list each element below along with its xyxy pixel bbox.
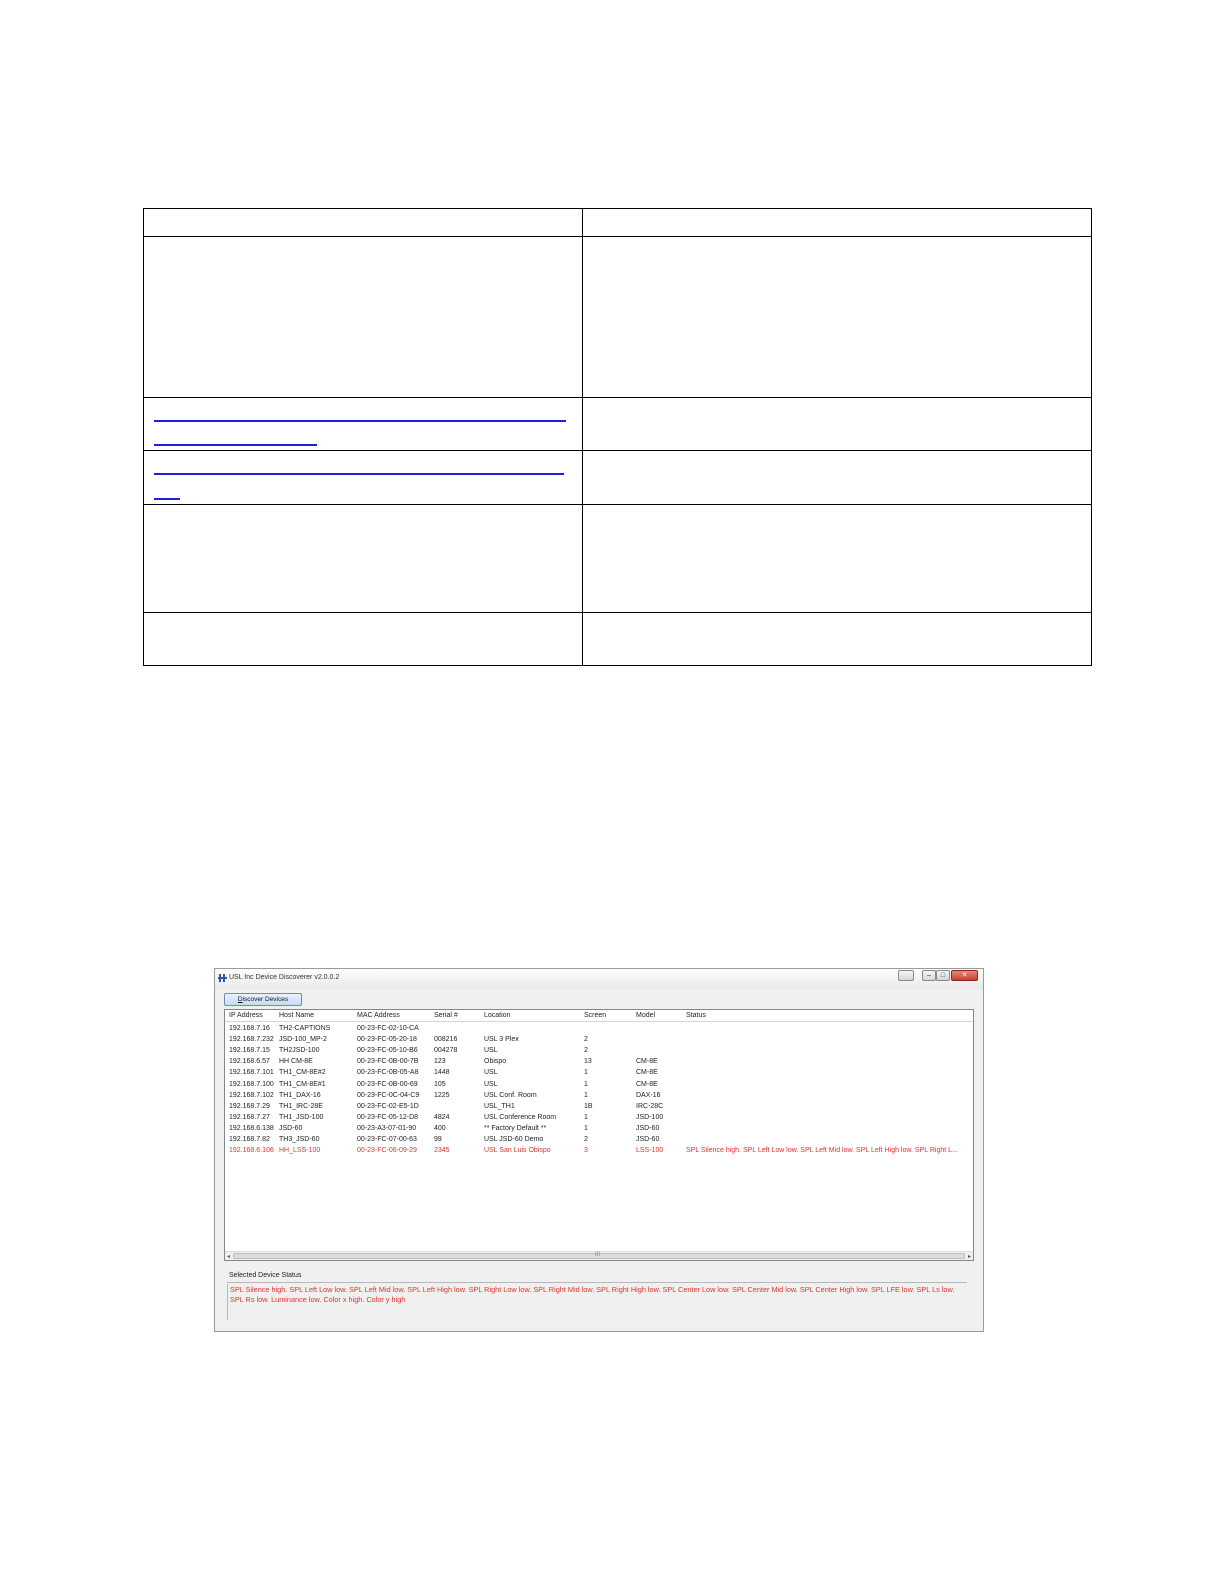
cell-model: CM-8E xyxy=(636,1058,658,1066)
horizontal-scrollbar[interactable] xyxy=(225,1251,973,1260)
cell-model: IRC-28C xyxy=(636,1102,664,1110)
cell-ip: 192.168.7.82 xyxy=(229,1136,270,1143)
column-divider xyxy=(582,209,583,665)
column-header-serial[interactable]: Serial # xyxy=(434,1012,458,1019)
cell-serial: 004278 xyxy=(434,1047,458,1055)
cell-serial: 1448 xyxy=(434,1069,450,1077)
cell-host-name: TH1_DAX-16 xyxy=(279,1091,321,1099)
cell-model: JSD-60 xyxy=(636,1124,660,1132)
help-button[interactable] xyxy=(898,970,914,981)
cell-model: CM-8E xyxy=(636,1080,658,1088)
hyperlink-underline[interactable] xyxy=(154,498,180,500)
cell-screen: 13 xyxy=(584,1058,592,1066)
cell-mac-address: 00-23-FC-07-00-63 xyxy=(357,1136,417,1143)
cell-location: ** Factory Default ** xyxy=(484,1124,547,1132)
device-list[interactable] xyxy=(224,1009,974,1261)
cell-mac-address: 00-23-FC-05-12-D8 xyxy=(357,1113,419,1121)
cell-ip: 192.168.6.106 xyxy=(229,1147,274,1155)
cell-location: USL xyxy=(484,1047,498,1055)
cell-ip: 192.168.7.27 xyxy=(229,1113,270,1121)
cell-mac-address: 00-23-FC-0B-05-A8 xyxy=(357,1069,419,1077)
cell-host-name: JSD-60 xyxy=(279,1124,303,1132)
hyperlink-underline[interactable] xyxy=(154,473,564,475)
table-row-link-2 xyxy=(144,451,1091,505)
cell-host-name: JSD-100_MP-2 xyxy=(279,1036,327,1044)
scroll-right-icon[interactable]: ▸ xyxy=(967,1254,971,1260)
cell-ip: 192.168.6.57 xyxy=(229,1058,270,1066)
document-table xyxy=(143,208,1092,666)
cell-screen: 2 xyxy=(584,1047,588,1055)
cell-ip: 192.168.7.16 xyxy=(229,1025,270,1032)
app-logo-icon xyxy=(218,973,227,983)
column-header-screen[interactable]: Screen xyxy=(584,1012,607,1019)
cell-location: USL Conference Room xyxy=(484,1113,557,1121)
cell-screen: 1 xyxy=(584,1113,588,1121)
column-header-status[interactable]: Status xyxy=(686,1012,706,1019)
cell-model: LSS-100 xyxy=(636,1147,664,1155)
column-header-mac[interactable]: MAC Address xyxy=(357,1012,400,1019)
cell-location: USL_TH1 xyxy=(484,1102,515,1110)
cell-mac-address: 00-23-A3-07-01-90 xyxy=(357,1124,417,1132)
table-row[interactable] xyxy=(225,1146,973,1157)
cell-host-name: TH3_JSD-60 xyxy=(279,1136,320,1143)
table-row xyxy=(144,505,1091,613)
cell-model: DAX-16 xyxy=(636,1091,661,1099)
cell-ip: 192.168.7.101 xyxy=(229,1069,274,1077)
table-row[interactable] xyxy=(225,1102,973,1113)
cell-screen: 1 xyxy=(584,1069,588,1077)
selected-device-status-label: Selected Device Status xyxy=(229,1272,302,1279)
scroll-grip-icon: III xyxy=(595,1252,601,1258)
cell-serial: 105 xyxy=(434,1080,446,1088)
table-row[interactable] xyxy=(225,1035,973,1046)
table-row[interactable] xyxy=(225,1046,973,1057)
cell-mac-address: 00-23-FC-02-E5-1D xyxy=(357,1102,419,1110)
cell-ip: 192.168.7.100 xyxy=(229,1080,274,1088)
cell-ip: 192.168.7.29 xyxy=(229,1102,270,1110)
cell-screen: 1 xyxy=(584,1124,588,1132)
cell-location: USL San Luis Obispo xyxy=(484,1147,551,1155)
cell-host-name: HH CM-8E xyxy=(279,1058,313,1066)
cell-host-name: TH1_IRC-28E xyxy=(279,1102,323,1110)
cell-serial: 2345 xyxy=(434,1147,450,1155)
cell-location: USL 3 Plex xyxy=(484,1036,519,1044)
close-button[interactable]: ✕ xyxy=(951,970,978,981)
table-row[interactable] xyxy=(225,1135,973,1146)
column-header-model[interactable]: Model xyxy=(636,1012,656,1019)
table-row xyxy=(144,237,1091,398)
cell-screen: 2 xyxy=(584,1136,588,1143)
table-row[interactable] xyxy=(225,1068,973,1079)
status-divider xyxy=(227,1282,967,1283)
discover-devices-button[interactable]: Discover Devices xyxy=(224,993,302,1006)
cell-screen: 1B xyxy=(584,1102,593,1110)
table-row[interactable] xyxy=(225,1113,973,1124)
cell-ip: 192.168.7.232 xyxy=(229,1036,274,1044)
cell-host-name: TH2-CAPTIONS xyxy=(279,1025,331,1032)
table-row[interactable] xyxy=(225,1091,973,1102)
cell-model: CM-8E xyxy=(636,1069,658,1077)
column-header-ip[interactable]: IP Address xyxy=(229,1012,263,1019)
cell-serial: 1225 xyxy=(434,1091,450,1099)
scroll-left-icon[interactable]: ◂ xyxy=(227,1254,231,1260)
cell-model: JSD-100 xyxy=(636,1113,664,1121)
cell-mac-address: 00-23-FC-05-20-18 xyxy=(357,1036,417,1044)
table-row[interactable] xyxy=(225,1057,973,1068)
cell-screen: 3 xyxy=(584,1147,588,1155)
cell-status: SPL Silence high. SPL Left Low low. SPL Left Mid low. SPL Left High low. SPL Right L... xyxy=(686,1147,958,1155)
table-row[interactable] xyxy=(225,1080,973,1091)
hyperlink-underline[interactable] xyxy=(154,444,317,446)
selected-device-status-text: SPL Silence high. SPL Left Low low. SPL Left Mid low. SPL Left High low. SPL Right Low low. SPL Right Mid low. SPL Right High low. SPL Center Low low. SPL Center Mid low. SPL Center High low. SPL LFE low. SPL Ls low. SPL Rs low. Luminance low. Color x high. Color y high xyxy=(227,1284,969,1320)
maximize-button[interactable]: □ xyxy=(936,970,950,981)
cell-ip: 192.168.7.102 xyxy=(229,1091,274,1099)
cell-location: USL JSD-60 Demo xyxy=(484,1136,544,1143)
window-title: USL Inc Device Discoverer v2.0.0.2 xyxy=(229,974,340,981)
hyperlink-underline[interactable] xyxy=(154,420,566,422)
cell-mac-address: 00-23-FC-05-10-B6 xyxy=(357,1047,418,1055)
cell-mac-address: 00-23-FC-0C-04-C9 xyxy=(357,1091,420,1099)
cell-location: Obispo xyxy=(484,1058,507,1066)
cell-host-name: HH_LSS-100 xyxy=(279,1147,321,1155)
cell-screen: 2 xyxy=(584,1036,588,1044)
list-header xyxy=(225,1010,973,1022)
cell-model: JSD-60 xyxy=(636,1136,660,1143)
table-row[interactable] xyxy=(225,1024,973,1035)
cell-location: USL xyxy=(484,1069,498,1077)
cell-host-name: TH1_CM-8E#1 xyxy=(279,1080,326,1088)
cell-serial: 123 xyxy=(434,1058,446,1066)
cell-mac-address: 00-23-FC-0B-00-69 xyxy=(357,1080,418,1088)
table-header-row xyxy=(144,209,1091,237)
title-bar xyxy=(215,969,983,989)
column-header-host[interactable]: Host Name xyxy=(279,1012,315,1019)
cell-host-name: TH1_CM-8E#2 xyxy=(279,1069,326,1077)
table-row xyxy=(144,613,1091,666)
cell-serial: 400 xyxy=(434,1124,446,1132)
cell-serial: 008216 xyxy=(434,1036,458,1044)
cell-location: USL Conf. Room xyxy=(484,1091,537,1099)
cell-ip: 192.168.7.15 xyxy=(229,1047,270,1055)
cell-location: USL xyxy=(484,1080,498,1088)
cell-mac-address: 00-23-FC-0B-00-7B xyxy=(357,1058,419,1066)
cell-mac-address: 00-23-FC-06-09-29 xyxy=(357,1147,417,1155)
table-row-link-1 xyxy=(144,398,1091,451)
cell-serial: 4824 xyxy=(434,1113,450,1121)
cell-ip: 192.168.6.138 xyxy=(229,1124,274,1132)
device-discoverer-window xyxy=(214,968,984,1332)
cell-serial: 99 xyxy=(434,1136,442,1143)
cell-host-name: TH1_JSD-100 xyxy=(279,1113,324,1121)
minimize-button[interactable]: – xyxy=(922,970,936,981)
column-header-location[interactable]: Location xyxy=(484,1012,511,1019)
table-row[interactable] xyxy=(225,1124,973,1135)
cell-screen: 1 xyxy=(584,1080,588,1088)
cell-screen: 1 xyxy=(584,1091,588,1099)
cell-mac-address: 00-23-FC-02-10-CA xyxy=(357,1025,419,1032)
cell-host-name: TH2JSD-100 xyxy=(279,1047,320,1055)
